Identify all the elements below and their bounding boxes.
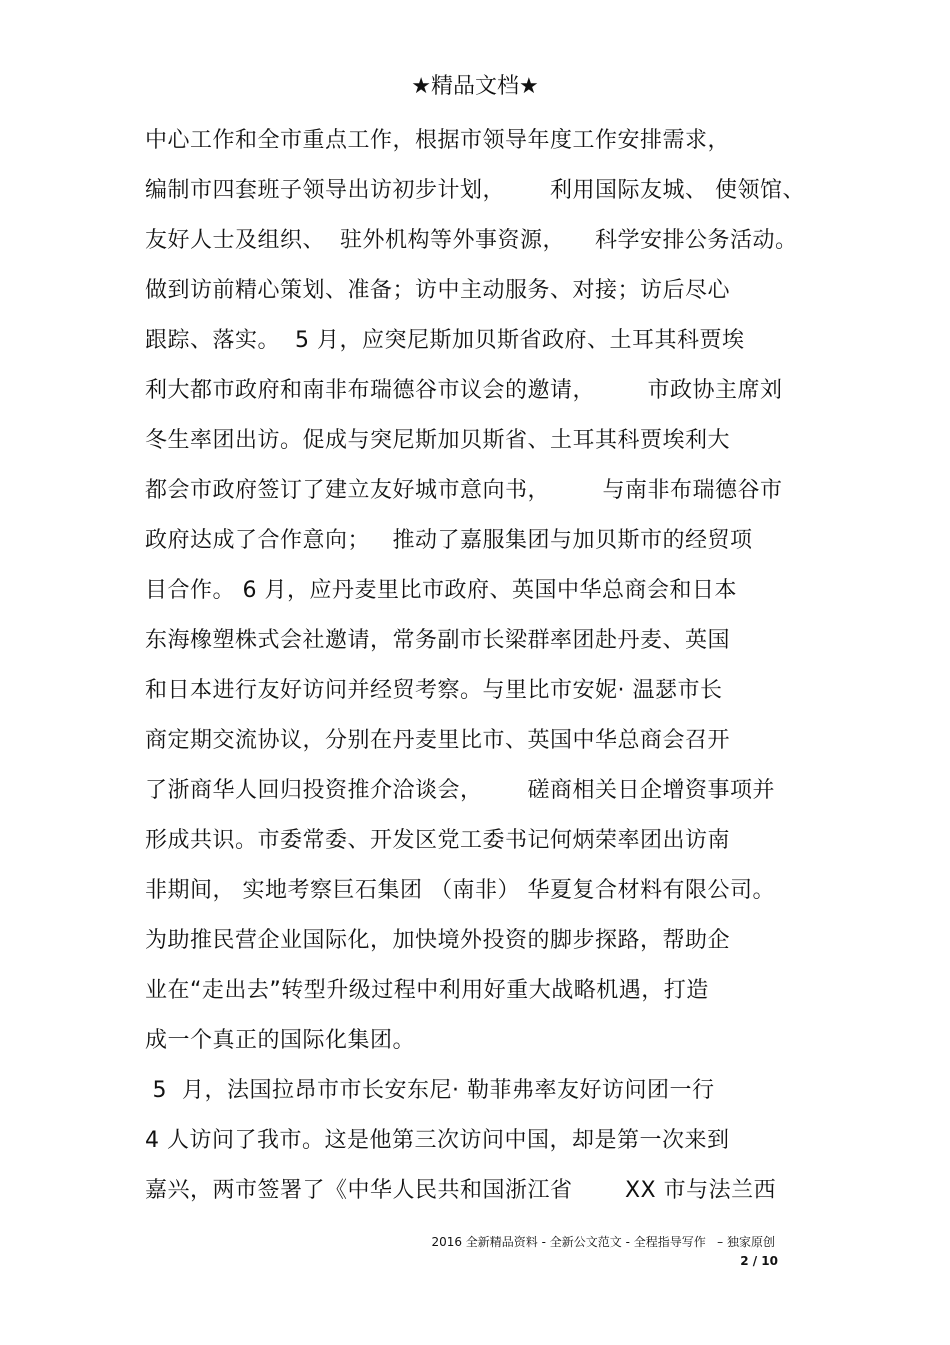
body-line-13: 商定期交流协议，分别在丹麦里比市、英国中华总商会召开 [145, 728, 731, 753]
body-line-6: 利大都市政府和南非布瑞德谷市议会的邀请， 市政协主席刘 [145, 378, 783, 403]
page-number: 2 / 10 [740, 1254, 778, 1268]
body-line-20: 5 月，法国拉昂市市长安东尼· 勒菲弗率友好访问团一行 [145, 1078, 715, 1103]
body-line-7: 冬生率团出访。促成与突尼斯加贝斯省、土耳其科贾埃利大 [145, 428, 731, 453]
body-line-15: 形成共识。市委常委、开发区党工委书记何炳荣率团出访南 [145, 828, 731, 853]
body-line-4: 做到访前精心策划、准备；访中主动服务、对接；访后尽心 [145, 278, 731, 303]
body-line-17: 为助推民营企业国际化，加快境外投资的脚步探路，帮助企 [145, 928, 731, 953]
page-header-title: ★精品文档★ [411, 74, 539, 99]
body-line-9: 政府达成了合作意向； 推动了嘉服集团与加贝斯市的经贸项 [145, 528, 753, 553]
body-line-21: 4 人访问了我市。这是他第三次访问中国，却是第一次来到 [145, 1128, 730, 1153]
body-line-14: 了浙商华人回归投资推介洽谈会， 磋商相关日企增资事项并 [145, 778, 775, 803]
body-line-19: 成一个真正的国际化集团。 [145, 1028, 416, 1053]
page-footer-text: 2016 全新精品资料 - 全新公文范文 - 全程指导写作 – 独家原创 [431, 1235, 775, 1249]
body-line-18: 业在“走出去”转型升级过程中利用好重大战略机遇，打造 [145, 978, 709, 1003]
body-line-12: 和日本进行友好访问并经贸考察。与里比市安妮· 温瑟市长 [145, 678, 723, 703]
body-line-8: 都会市政府签订了建立友好城市意向书， 与南非布瑞德谷市 [145, 478, 783, 503]
body-line-2: 编制市四套班子领导出访初步计划， 利用国际友城、 使领馆、 [145, 178, 805, 203]
body-line-1: 中心工作和全市重点工作，根据市领导年度工作安排需求， [145, 128, 731, 153]
body-line-22: 嘉兴，两市签署了《中华人民共和国浙江省 XX 市与法兰西 [145, 1178, 777, 1203]
body-line-5: 跟踪、落实。 5 月，应突尼斯加贝斯省政府、土耳其科贾埃 [145, 328, 745, 353]
body-line-16: 非期间， 实地考察巨石集团 （南非） 华夏复合材料有限公司。 [145, 878, 775, 903]
body-line-10: 目合作。 6 月，应丹麦里比市政府、英国中华总商会和日本 [145, 578, 737, 603]
body-line-3: 友好人士及组织、 驻外机构等外事资源， 科学安排公务活动。 [145, 228, 798, 253]
body-line-11: 东海橡塑株式会社邀请，常务副市长梁群率团赴丹麦、英国 [145, 628, 731, 653]
